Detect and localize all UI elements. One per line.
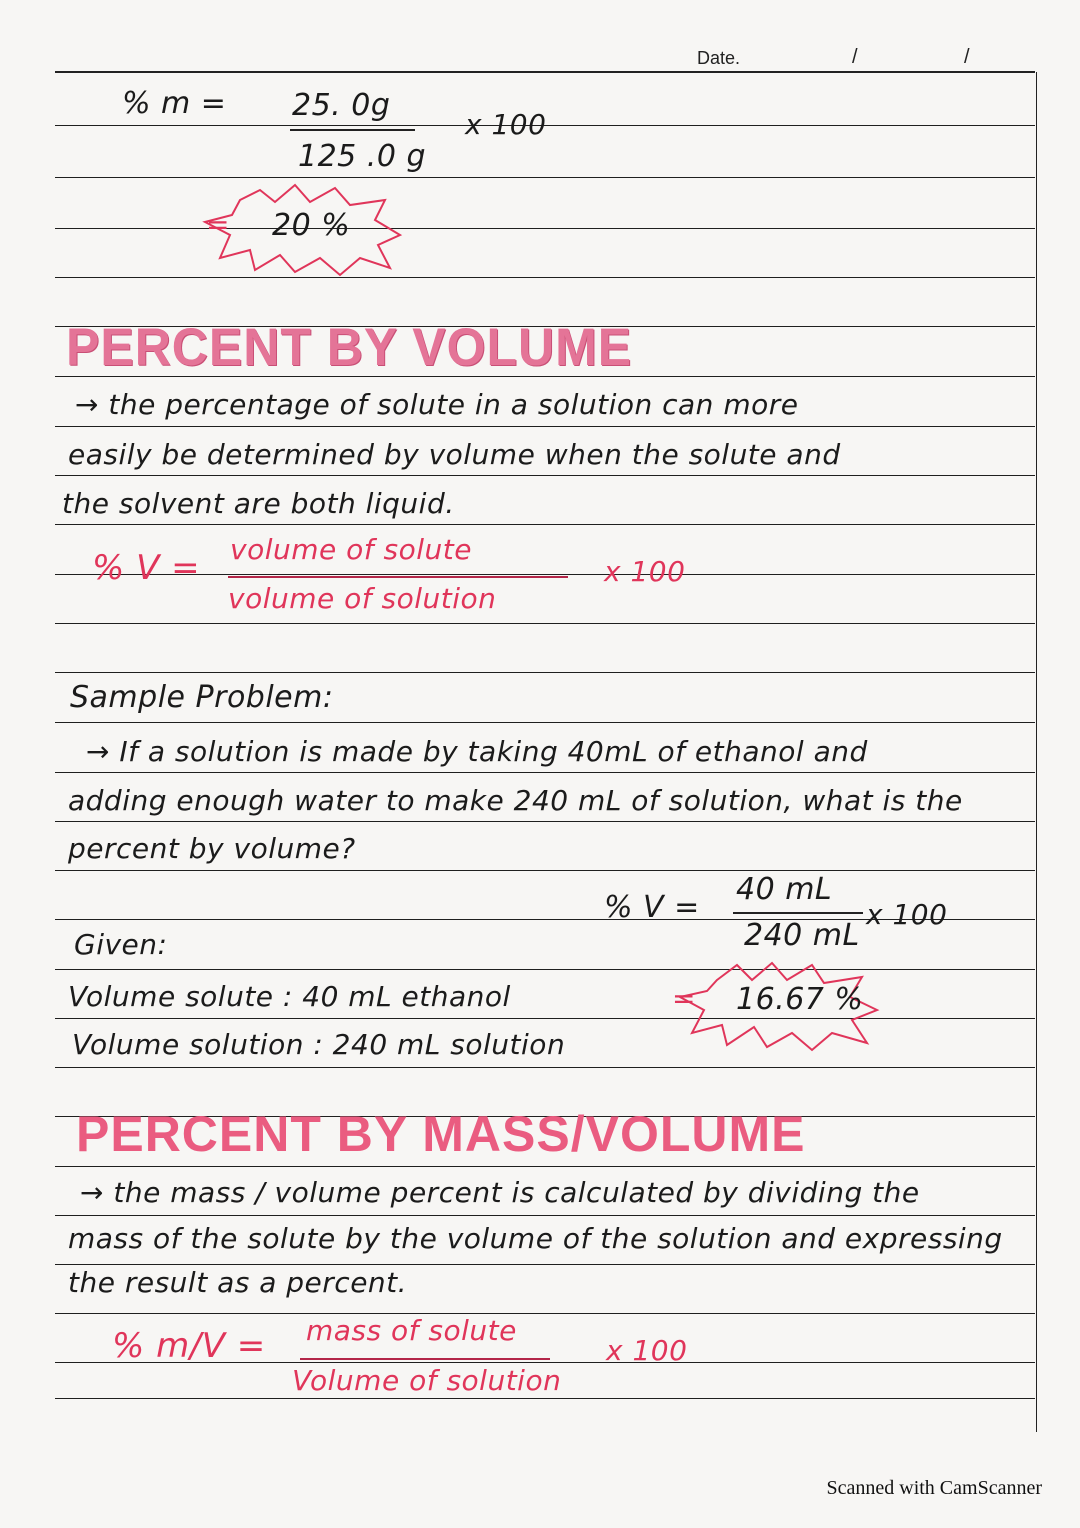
sample-line: → If a solution is made by taking 40mL of ethanol and <box>86 735 868 768</box>
sample-calc-numerator: 40 mL <box>736 872 833 907</box>
ruled-line <box>55 1313 1035 1314</box>
volume-desc-line: the solvent are both liquid. <box>62 487 455 520</box>
ruled-line <box>55 524 1035 525</box>
fraction-bar <box>300 1358 550 1360</box>
ruled-line <box>55 1264 1035 1265</box>
volume-desc-line: → the percentage of solute in a solution can more <box>75 388 799 421</box>
sample-calc-eq: = <box>672 982 696 1015</box>
sample-line: percent by volume? <box>68 832 356 865</box>
ruled-line <box>55 672 1035 673</box>
calc1-eq: = <box>206 208 230 241</box>
ruled-line <box>55 71 1035 73</box>
ruled-line <box>55 426 1035 427</box>
date-separator: / <box>852 46 858 68</box>
ruled-line <box>55 1067 1035 1068</box>
calc1-times: x 100 <box>465 108 547 141</box>
given-item: Volume solute : 40 mL ethanol <box>68 980 511 1013</box>
camscanner-watermark: Scanned with CamScanner <box>826 1477 1042 1499</box>
given-item: Volume solution : 240 mL solution <box>72 1028 566 1061</box>
given-label: Given: <box>74 928 168 961</box>
fraction-bar <box>733 912 863 914</box>
massvol-formula-denominator: Volume of solution <box>292 1364 562 1397</box>
sample-line: adding enough water to make 240 mL of solution, what is the <box>68 784 963 817</box>
sample-title: Sample Problem: <box>70 680 334 715</box>
date-separator: / <box>964 46 970 68</box>
massvol-desc-line: the result as a percent. <box>68 1266 408 1299</box>
ruled-line <box>55 574 1035 575</box>
ruled-line <box>55 177 1035 178</box>
calc1-lhs: % m = <box>122 86 227 121</box>
volume-formula-lhs: % V = <box>92 548 201 588</box>
ruled-line <box>55 870 1035 871</box>
calc1-denominator: 125 .0 g <box>298 139 426 174</box>
massvol-desc-line: mass of the solute by the volume of the solution and expressing <box>68 1222 1003 1255</box>
volume-formula-times: x 100 <box>604 555 686 588</box>
volume-formula-denominator: volume of solution <box>228 582 497 615</box>
sample-calc-denominator: 240 mL <box>744 918 860 953</box>
ruled-line <box>55 722 1035 723</box>
margin-line <box>1036 72 1037 1432</box>
section-heading-volume: PERCENT BY VOLUME <box>66 317 633 377</box>
section-heading-massvol: PERCENT BY MASS/VOLUME <box>76 1106 806 1162</box>
ruled-line <box>55 623 1035 624</box>
date-label: Date. <box>697 48 741 68</box>
sample-calc-lhs: % V = <box>604 890 700 925</box>
massvol-formula-numerator: mass of solute <box>306 1314 517 1347</box>
ruled-line <box>55 772 1035 773</box>
fraction-bar <box>290 129 415 131</box>
ruled-line <box>55 1398 1035 1399</box>
volume-desc-line: easily be determined by volume when the solute and <box>68 438 841 471</box>
calc1-result: 20 % <box>272 208 351 243</box>
fraction-bar <box>228 576 568 578</box>
massvol-formula-times: x 100 <box>606 1334 688 1367</box>
ruled-line <box>55 475 1035 476</box>
massvol-formula-lhs: % m/V = <box>112 1326 266 1366</box>
volume-formula-numerator: volume of solute <box>230 533 472 566</box>
ruled-line <box>55 821 1035 822</box>
sample-calc-result: 16.67 % <box>736 982 864 1017</box>
ruled-line <box>55 1166 1035 1167</box>
ruled-line <box>55 1215 1035 1216</box>
massvol-desc-line: → the mass / volume percent is calculated by dividing the <box>80 1176 920 1209</box>
calc1-numerator: 25. 0g <box>292 88 391 123</box>
sample-calc-times: x 100 <box>866 898 948 931</box>
